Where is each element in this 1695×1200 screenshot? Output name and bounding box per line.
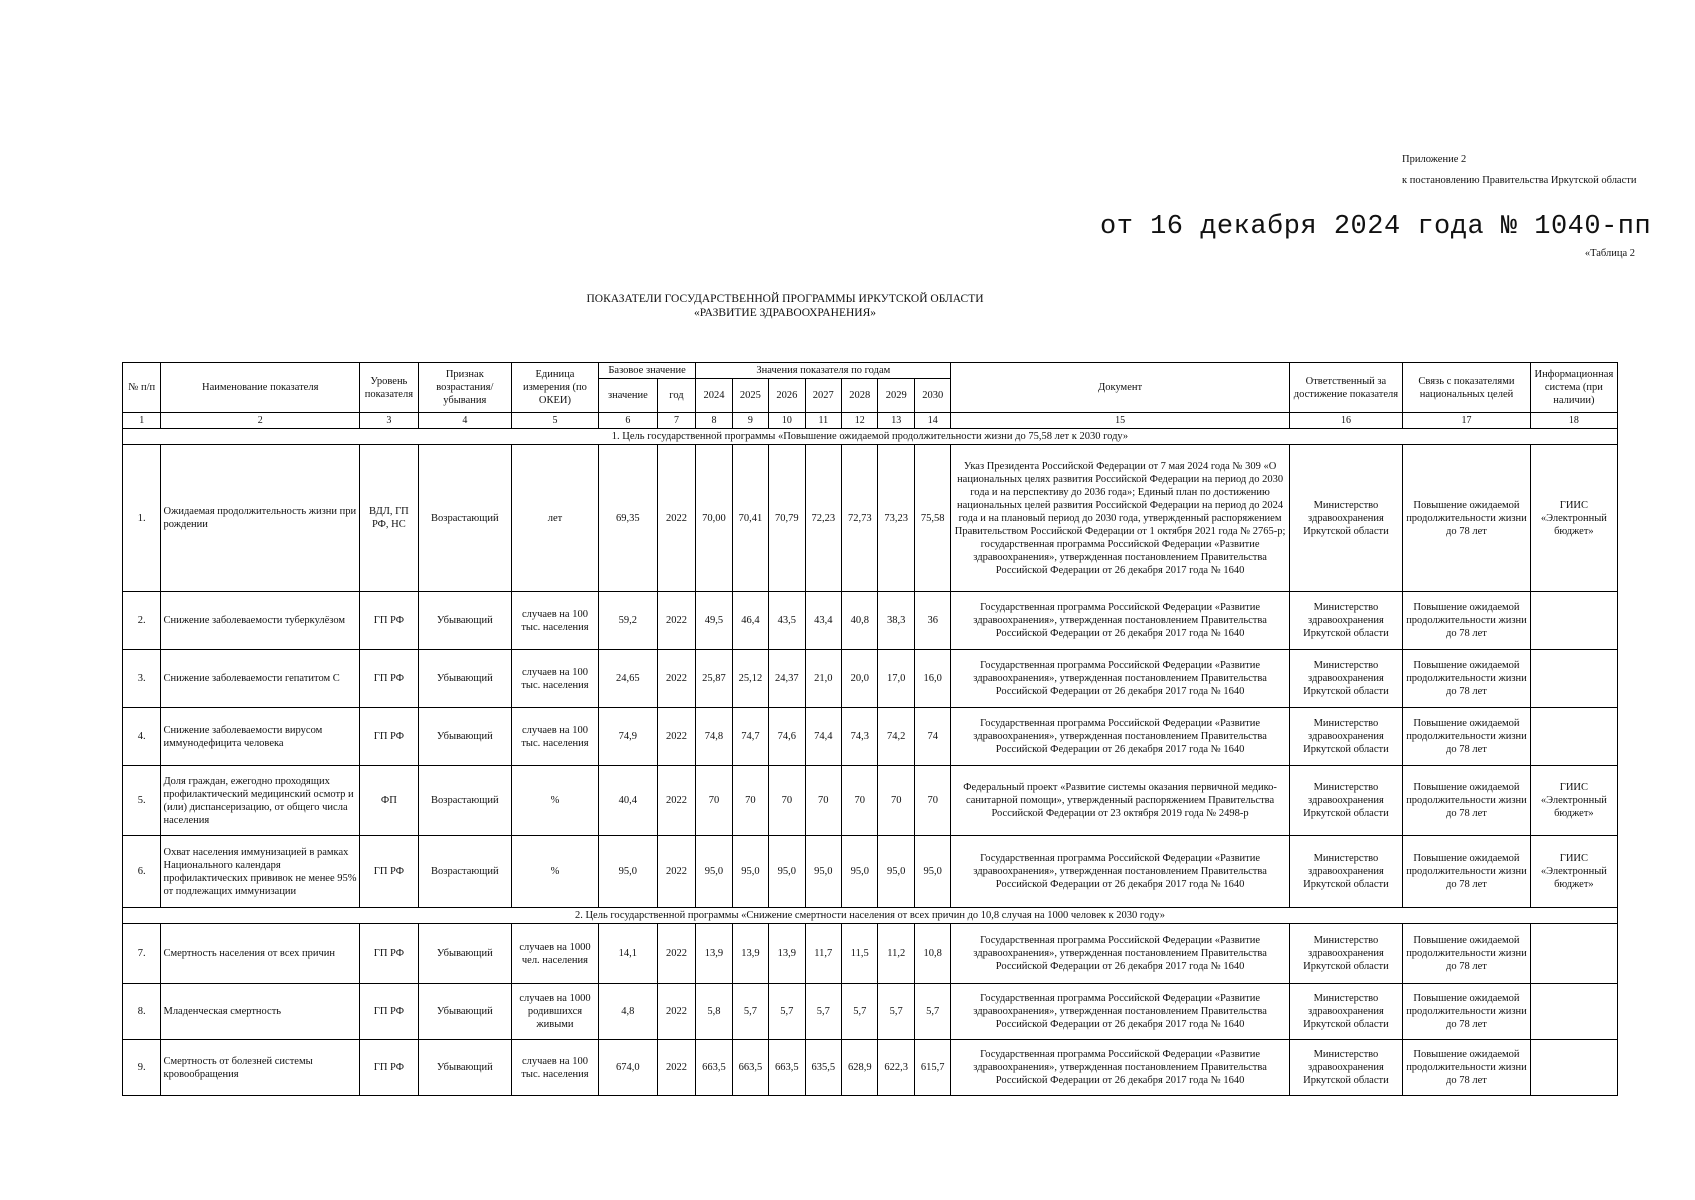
cell-name: Охват населения иммунизацией в рамках Национального календаря профилактических прививок не менее 95% от подлежащих иммунизации [161, 836, 360, 908]
cell-year-value: 11,5 [842, 924, 878, 984]
column-number: 10 [769, 413, 805, 429]
cell-name: Смертность от болезней системы кровообращения [161, 1040, 360, 1096]
cell-year-value: 615,7 [914, 1040, 951, 1096]
cell-base-year: 2022 [657, 1040, 695, 1096]
cell-year-value: 663,5 [769, 1040, 805, 1096]
cell-year-value: 663,5 [696, 1040, 732, 1096]
cell-base-value: 4,8 [599, 984, 658, 1040]
cell-unit: случаев на 1000 родившихся живыми [511, 984, 598, 1040]
cell-year-value: 40,8 [842, 592, 878, 650]
cell-num: 3. [123, 650, 161, 708]
cell-unit: случаев на 1000 чел. населения [511, 924, 598, 984]
cell-level: ГП РФ [360, 924, 419, 984]
cell-year-value: 70 [732, 766, 768, 836]
cell-sign: Возрастающий [418, 836, 511, 908]
cell-sign: Убывающий [418, 650, 511, 708]
cell-name: Младенческая смертность [161, 984, 360, 1040]
cell-num: 1. [123, 445, 161, 592]
cell-year-value: 622,3 [878, 1040, 914, 1096]
cell-info-system [1530, 984, 1617, 1040]
cell-level: ФП [360, 766, 419, 836]
column-number: 18 [1530, 413, 1617, 429]
cell-year-value: 95,0 [878, 836, 914, 908]
cell-sign: Убывающий [418, 708, 511, 766]
table-row [123, 708, 1618, 766]
cell-responsible: Министерство здравоохранения Иркутской области [1289, 836, 1402, 908]
cell-level: ГП РФ [360, 592, 419, 650]
cell-year-value: 5,8 [696, 984, 732, 1040]
cell-national-goal-link: Повышение ожидаемой продолжительности жизни до 78 лет [1403, 984, 1531, 1040]
cell-year-value: 95,0 [914, 836, 951, 908]
cell-year-value: 21,0 [805, 650, 841, 708]
cell-unit: случаев на 100 тыс. населения [511, 708, 598, 766]
col-header-base: Базовое значение [599, 363, 696, 379]
table-row [123, 650, 1618, 708]
goal-title: 2. Цель государственной программы «Снижение смертности населения от всех причин до 10,8 случая на 1000 человек к 2030 году» [123, 908, 1618, 924]
cell-sign: Убывающий [418, 924, 511, 984]
cell-base-year: 2022 [657, 650, 695, 708]
cell-year-value: 13,9 [732, 924, 768, 984]
cell-year-value: 72,73 [842, 445, 878, 592]
cell-year-value: 25,87 [696, 650, 732, 708]
cell-base-value: 14,1 [599, 924, 658, 984]
cell-responsible: Министерство здравоохранения Иркутской области [1289, 708, 1402, 766]
cell-year-value: 70 [696, 766, 732, 836]
col-header-base-value: значение [599, 379, 658, 413]
cell-unit: лет [511, 445, 598, 592]
cell-year-value: 74,2 [878, 708, 914, 766]
cell-year-value: 95,0 [805, 836, 841, 908]
col-header-year: 2029 [878, 379, 914, 413]
cell-year-value: 74,7 [732, 708, 768, 766]
column-number: 16 [1289, 413, 1402, 429]
cell-responsible: Министерство здравоохранения Иркутской области [1289, 924, 1402, 984]
cell-year-value: 13,9 [769, 924, 805, 984]
cell-info-system: ГИИС «Электронный бюджет» [1530, 445, 1617, 592]
cell-year-value: 13,9 [696, 924, 732, 984]
cell-year-value: 95,0 [732, 836, 768, 908]
cell-responsible: Министерство здравоохранения Иркутской области [1289, 766, 1402, 836]
table-row [123, 1040, 1618, 1096]
cell-num: 7. [123, 924, 161, 984]
cell-name: Снижение заболеваемости туберкулёзом [161, 592, 360, 650]
cell-level: ГП РФ [360, 1040, 419, 1096]
column-number: 2 [161, 413, 360, 429]
cell-base-value: 59,2 [599, 592, 658, 650]
col-header-doc: Документ [951, 363, 1289, 413]
cell-year-value: 70,79 [769, 445, 805, 592]
cell-base-value: 74,9 [599, 708, 658, 766]
decree-date-number: от 16 декабря 2024 года № 1040-пп [1100, 212, 1652, 242]
column-number: 7 [657, 413, 695, 429]
title-line-2: «РАЗВИТИЕ ЗДРАВООХРАНЕНИЯ» [693, 307, 877, 319]
cell-year-value: 11,7 [805, 924, 841, 984]
cell-document: Государственная программа Российской Федерации «Развитие здравоохранения», утвержденная постановлением Правительства Российской Федерации от 26 декабря 2017 года № 1640 [951, 592, 1289, 650]
cell-year-value: 628,9 [842, 1040, 878, 1096]
cell-year-value: 70 [769, 766, 805, 836]
cell-national-goal-link: Повышение ожидаемой продолжительности жизни до 78 лет [1403, 592, 1531, 650]
cell-year-value: 635,5 [805, 1040, 841, 1096]
cell-year-value: 70 [842, 766, 878, 836]
cell-base-year: 2022 [657, 924, 695, 984]
indicators-table [122, 362, 1618, 1096]
cell-base-value: 40,4 [599, 766, 658, 836]
cell-national-goal-link: Повышение ожидаемой продолжительности жизни до 78 лет [1403, 924, 1531, 984]
col-header-info: Информационная система (при наличии) [1530, 363, 1617, 413]
cell-responsible: Министерство здравоохранения Иркутской области [1289, 445, 1402, 592]
table-row [123, 766, 1618, 836]
cell-year-value: 5,7 [805, 984, 841, 1040]
cell-year-value: 17,0 [878, 650, 914, 708]
cell-info-system [1530, 924, 1617, 984]
cell-document: Государственная программа Российской Федерации «Развитие здравоохранения», утвержденная постановлением Правительства Российской Федерации от 26 декабря 2017 года № 1640 [951, 650, 1289, 708]
cell-national-goal-link: Повышение ожидаемой продолжительности жизни до 78 лет [1403, 650, 1531, 708]
cell-base-year: 2022 [657, 766, 695, 836]
cell-year-value: 5,7 [914, 984, 951, 1040]
cell-num: 4. [123, 708, 161, 766]
cell-info-system [1530, 650, 1617, 708]
cell-year-value: 70,00 [696, 445, 732, 592]
cell-document: Федеральный проект «Развитие системы оказания первичной медико-санитарной помощи», утвержденный распоряжением Правительства Российской Федерации от 23 октября 2019 года № 2498-р [951, 766, 1289, 836]
cell-level: ГП РФ [360, 836, 419, 908]
column-number: 6 [599, 413, 658, 429]
cell-base-year: 2022 [657, 592, 695, 650]
cell-info-system: ГИИС «Электронный бюджет» [1530, 836, 1617, 908]
cell-year-value: 95,0 [696, 836, 732, 908]
column-number: 5 [511, 413, 598, 429]
cell-sign: Возрастающий [418, 445, 511, 592]
col-header-sign: Признак возрастания/ убывания [418, 363, 511, 413]
cell-base-year: 2022 [657, 984, 695, 1040]
cell-num: 8. [123, 984, 161, 1040]
cell-unit: % [511, 766, 598, 836]
cell-unit: % [511, 836, 598, 908]
column-number: 13 [878, 413, 914, 429]
cell-year-value: 74,6 [769, 708, 805, 766]
cell-num: 9. [123, 1040, 161, 1096]
cell-info-system: ГИИС «Электронный бюджет» [1530, 766, 1617, 836]
cell-year-value: 72,23 [805, 445, 841, 592]
table-row [123, 984, 1618, 1040]
goal-row [123, 429, 1618, 445]
cell-info-system [1530, 1040, 1617, 1096]
cell-year-value: 5,7 [842, 984, 878, 1040]
column-number: 14 [914, 413, 951, 429]
cell-year-value: 46,4 [732, 592, 768, 650]
cell-base-value: 24,65 [599, 650, 658, 708]
cell-year-value: 74,4 [805, 708, 841, 766]
table-row [123, 836, 1618, 908]
col-header-year: 2024 [696, 379, 732, 413]
cell-year-value: 43,5 [769, 592, 805, 650]
cell-document: Государственная программа Российской Федерации «Развитие здравоохранения», утвержденная постановлением Правительства Российской Федерации от 26 декабря 2017 года № 1640 [951, 836, 1289, 908]
cell-level: ГП РФ [360, 650, 419, 708]
cell-document: Указ Президента Российской Федерации от 7 мая 2024 года № 309 «О национальных целях развития Российской Федерации на период до 2030 года и на перспективу до 2036 года»; Единый план по достижению национальных целей развития Российской Федерации на период до 2024 года и на плановый период до 2030 года, утвержденный распоряжением Правительством Российской Федерации от 1 октября 2021 года № 2765-р; государственная программа Российской Федерации «Развитие здравоохранения», утвержденная постановлением Правительства Российской Федерации от 26 декабря 2017 года № 1640 [951, 445, 1289, 592]
cell-national-goal-link: Повышение ожидаемой продолжительности жизни до 78 лет [1403, 445, 1531, 592]
table-row [123, 445, 1618, 592]
cell-year-value: 74,3 [842, 708, 878, 766]
col-header-num: № п/п [123, 363, 161, 413]
cell-national-goal-link: Повышение ожидаемой продолжительности жизни до 78 лет [1403, 766, 1531, 836]
column-number: 4 [418, 413, 511, 429]
cell-year-value: 663,5 [732, 1040, 768, 1096]
cell-year-value: 20,0 [842, 650, 878, 708]
cell-sign: Убывающий [418, 1040, 511, 1096]
cell-year-value: 10,8 [914, 924, 951, 984]
page-title [560, 292, 1010, 320]
appendix-label: Приложение 2 [1402, 154, 1467, 165]
col-header-level: Уровень показателя [360, 363, 419, 413]
cell-base-value: 674,0 [599, 1040, 658, 1096]
cell-year-value: 5,7 [878, 984, 914, 1040]
column-number: 11 [805, 413, 841, 429]
column-number: 1 [123, 413, 161, 429]
column-number: 9 [732, 413, 768, 429]
column-number: 17 [1403, 413, 1531, 429]
cell-name: Ожидаемая продолжительность жизни при рождении [161, 445, 360, 592]
goal-title: 1. Цель государственной программы «Повышение ожидаемой продолжительности жизни до 75,58 лет к 2030 году» [123, 429, 1618, 445]
cell-national-goal-link: Повышение ожидаемой продолжительности жизни до 78 лет [1403, 836, 1531, 908]
cell-year-value: 5,7 [769, 984, 805, 1040]
cell-year-value: 95,0 [842, 836, 878, 908]
table-row [123, 592, 1618, 650]
col-header-base-year: год [657, 379, 695, 413]
cell-year-value: 49,5 [696, 592, 732, 650]
column-number: 3 [360, 413, 419, 429]
cell-info-system [1530, 592, 1617, 650]
cell-name: Смертность населения от всех причин [161, 924, 360, 984]
col-header-years: Значения показателя по годам [696, 363, 951, 379]
cell-name: Снижение заболеваемости вирусом иммунодефицита человека [161, 708, 360, 766]
col-header-year: 2027 [805, 379, 841, 413]
cell-year-value: 36 [914, 592, 951, 650]
col-header-name: Наименование показателя [161, 363, 360, 413]
col-header-link: Связь с показателями национальных целей [1403, 363, 1531, 413]
col-header-year: 2030 [914, 379, 951, 413]
cell-num: 5. [123, 766, 161, 836]
cell-national-goal-link: Повышение ожидаемой продолжительности жизни до 78 лет [1403, 708, 1531, 766]
cell-responsible: Министерство здравоохранения Иркутской области [1289, 1040, 1402, 1096]
cell-year-value: 38,3 [878, 592, 914, 650]
column-number: 15 [951, 413, 1289, 429]
title-line-1: ПОКАЗАТЕЛИ ГОСУДАРСТВЕННОЙ ПРОГРАММЫ ИРКУТСКОЙ ОБЛАСТИ [586, 293, 984, 305]
cell-document: Государственная программа Российской Федерации «Развитие здравоохранения», утвержденная постановлением Правительства Российской Федерации от 26 декабря 2017 года № 1640 [951, 984, 1289, 1040]
col-header-year: 2028 [842, 379, 878, 413]
appendix-decree-ref: к постановлению Правительства Иркутской области [1402, 175, 1637, 186]
cell-year-value: 5,7 [732, 984, 768, 1040]
cell-year-value: 70 [878, 766, 914, 836]
cell-year-value: 16,0 [914, 650, 951, 708]
cell-year-value: 74,8 [696, 708, 732, 766]
col-header-year: 2025 [732, 379, 768, 413]
cell-year-value: 70,41 [732, 445, 768, 592]
cell-year-value: 70 [914, 766, 951, 836]
cell-document: Государственная программа Российской Федерации «Развитие здравоохранения», утвержденная постановлением Правительства Российской Федерации от 26 декабря 2017 года № 1640 [951, 708, 1289, 766]
cell-unit: случаев на 100 тыс. населения [511, 592, 598, 650]
cell-year-value: 70 [805, 766, 841, 836]
table-row [123, 924, 1618, 984]
column-number: 12 [842, 413, 878, 429]
cell-base-year: 2022 [657, 836, 695, 908]
cell-info-system [1530, 708, 1617, 766]
cell-num: 2. [123, 592, 161, 650]
goal-row [123, 908, 1618, 924]
col-header-year: 2026 [769, 379, 805, 413]
cell-name: Доля граждан, ежегодно проходящих профилактический медицинский осмотр и (или) диспансеризацию, от общего числа населения [161, 766, 360, 836]
cell-level: ГП РФ [360, 984, 419, 1040]
cell-year-value: 24,37 [769, 650, 805, 708]
cell-base-year: 2022 [657, 445, 695, 592]
cell-year-value: 43,4 [805, 592, 841, 650]
cell-unit: случаев на 100 тыс. населения [511, 650, 598, 708]
cell-level: ГП РФ [360, 708, 419, 766]
cell-num: 6. [123, 836, 161, 908]
cell-sign: Возрастающий [418, 766, 511, 836]
cell-year-value: 74 [914, 708, 951, 766]
cell-base-value: 69,35 [599, 445, 658, 592]
cell-document: Государственная программа Российской Федерации «Развитие здравоохранения», утвержденная постановлением Правительства Российской Федерации от 26 декабря 2017 года № 1640 [951, 924, 1289, 984]
col-header-unit: Единица измерения (по ОКЕИ) [511, 363, 598, 413]
cell-unit: случаев на 100 тыс. населения [511, 1040, 598, 1096]
cell-responsible: Министерство здравоохранения Иркутской области [1289, 984, 1402, 1040]
col-header-resp: Ответственный за достижение показателя [1289, 363, 1402, 413]
cell-document: Государственная программа Российской Федерации «Развитие здравоохранения», утвержденная постановлением Правительства Российской Федерации от 26 декабря 2017 года № 1640 [951, 1040, 1289, 1096]
cell-responsible: Министерство здравоохранения Иркутской области [1289, 650, 1402, 708]
cell-name: Снижение заболеваемости гепатитом С [161, 650, 360, 708]
cell-level: ВДЛ, ГП РФ, НС [360, 445, 419, 592]
cell-sign: Убывающий [418, 592, 511, 650]
cell-national-goal-link: Повышение ожидаемой продолжительности жизни до 78 лет [1403, 1040, 1531, 1096]
cell-year-value: 95,0 [769, 836, 805, 908]
cell-base-year: 2022 [657, 708, 695, 766]
column-number: 8 [696, 413, 732, 429]
column-number-row [123, 413, 1618, 429]
appendix-block [1402, 152, 1652, 194]
cell-year-value: 25,12 [732, 650, 768, 708]
cell-base-value: 95,0 [599, 836, 658, 908]
cell-year-value: 11,2 [878, 924, 914, 984]
cell-sign: Убывающий [418, 984, 511, 1040]
cell-year-value: 75,58 [914, 445, 951, 592]
table-label: «Таблица 2 [1584, 248, 1635, 259]
cell-responsible: Министерство здравоохранения Иркутской области [1289, 592, 1402, 650]
cell-year-value: 73,23 [878, 445, 914, 592]
